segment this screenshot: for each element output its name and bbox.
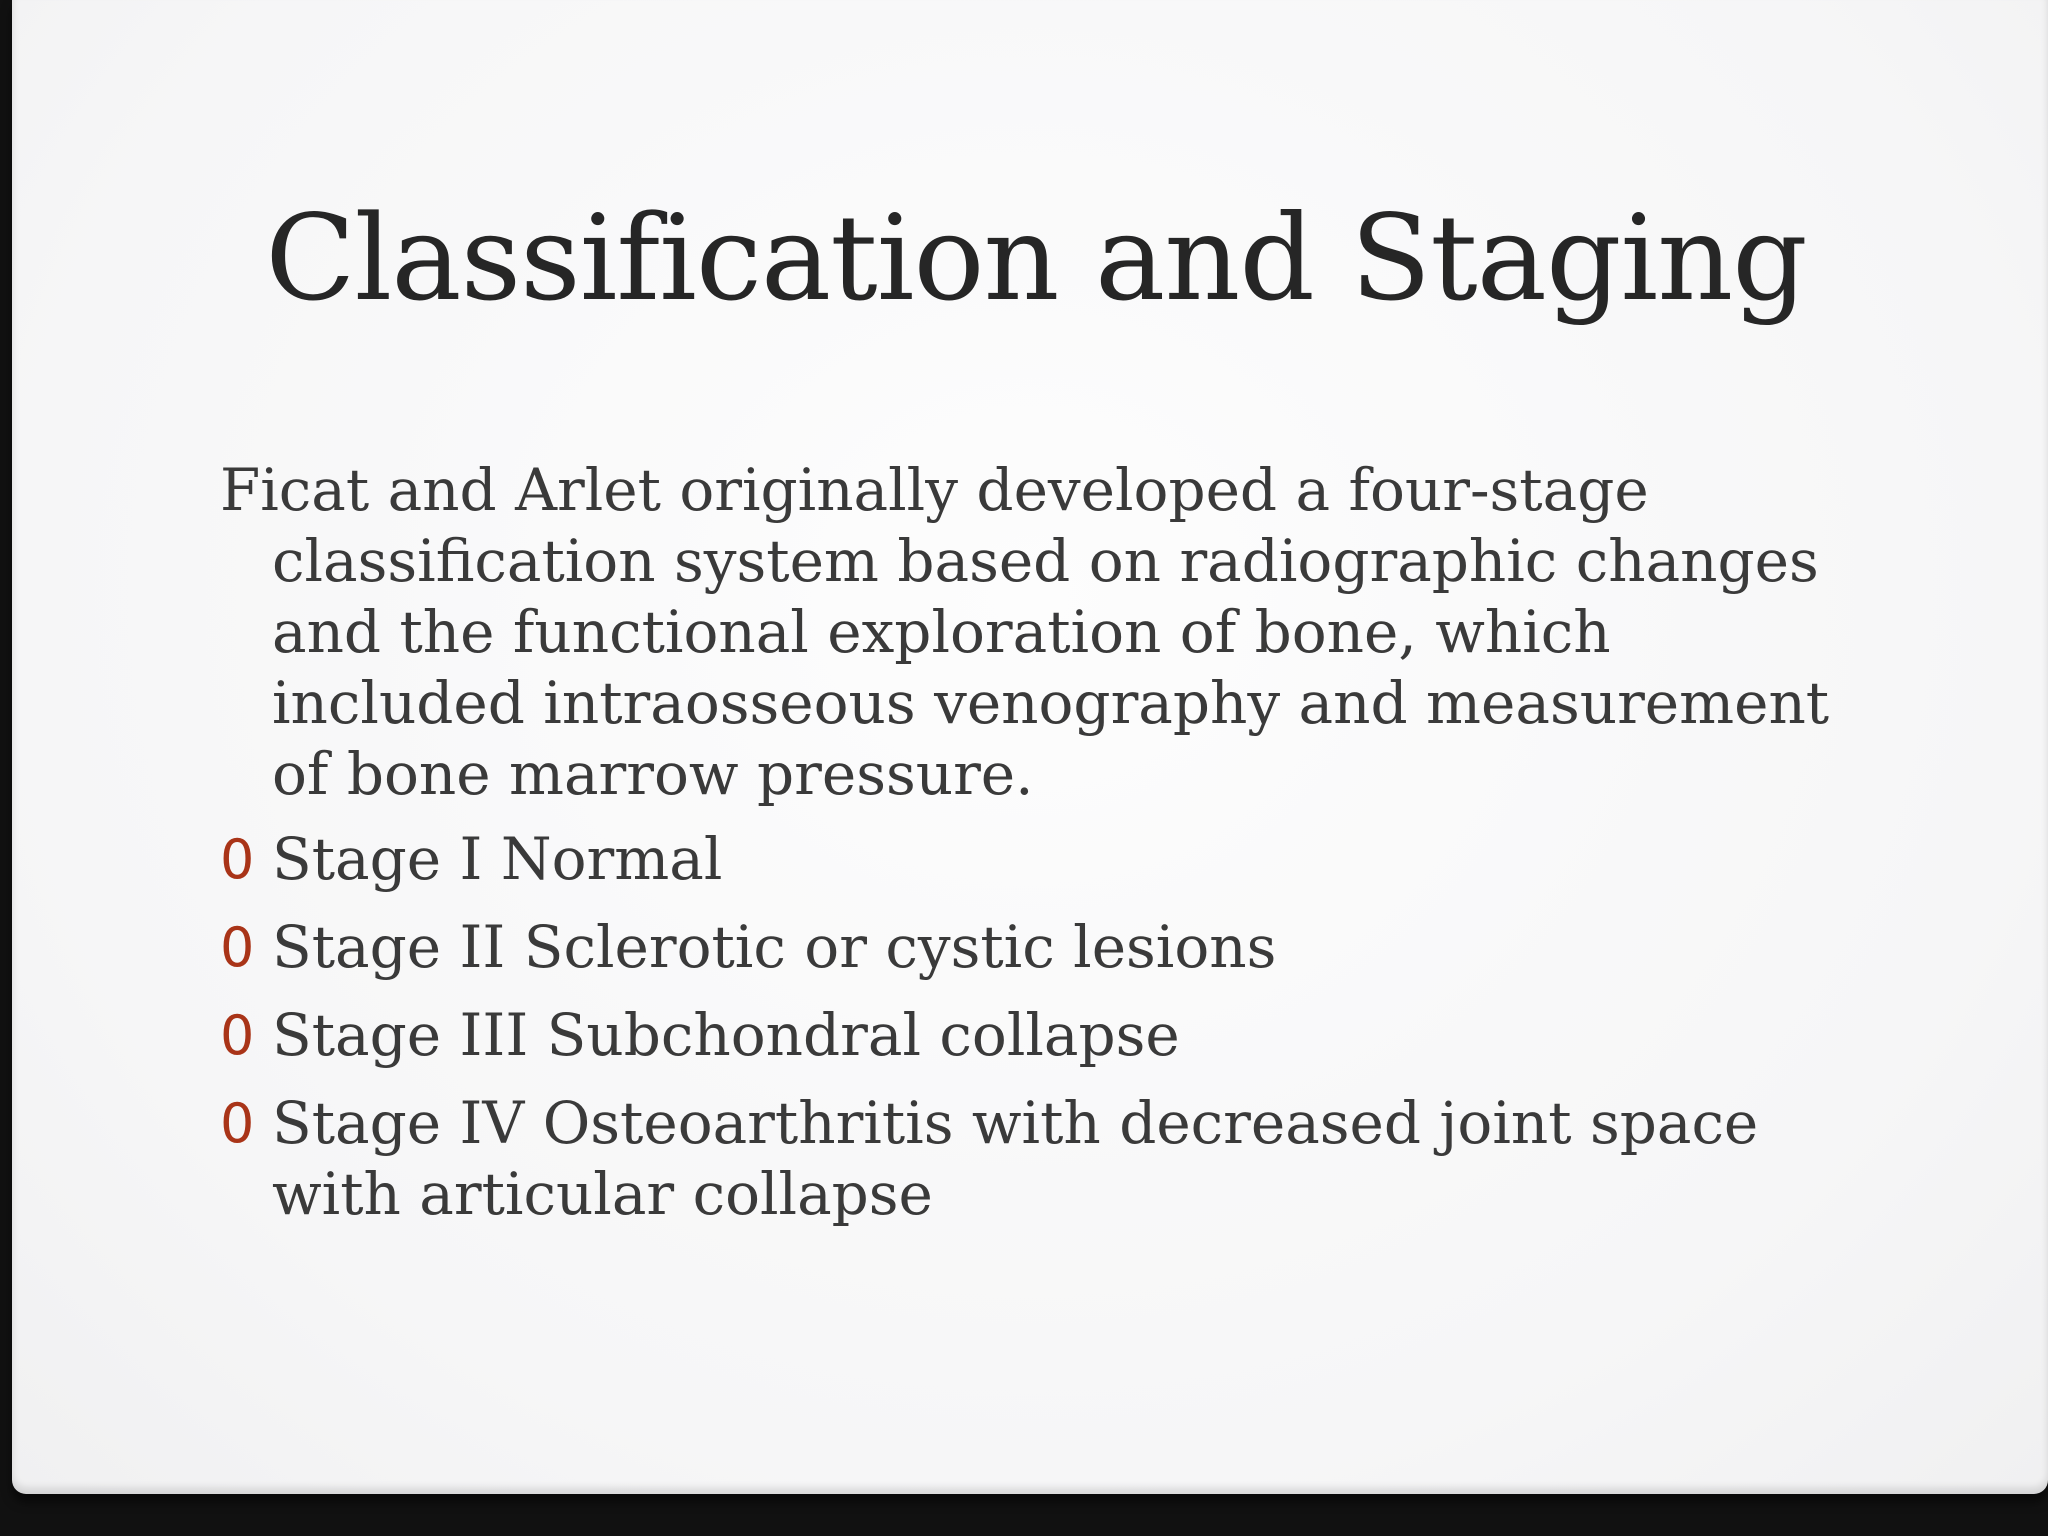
list-item [220, 1000, 1860, 1071]
bullet-icon: 0 [220, 1004, 255, 1067]
stage-list [220, 824, 1860, 1230]
bullet-icon: 0 [220, 1092, 255, 1155]
slide [12, 0, 2048, 1494]
intro-paragraph: Ficat and Arlet originally developed a four-stage classification system based on radiographic changes and the functional exploration of bone, which included intraosseous venography and measurement of bone marrow pressure. [220, 456, 1830, 808]
list-item [220, 824, 1860, 895]
stage-2-text: Stage II Sclerotic or cystic lesions [272, 913, 1277, 981]
stage-1-text: Stage I Normal [272, 825, 723, 893]
list-item [220, 1088, 1860, 1230]
stage-3-text: Stage III Subchondral collapse [272, 1001, 1180, 1069]
bullet-icon: 0 [220, 916, 255, 979]
stage-4-text: Stage IV Osteoarthritis with decreased joint space with articular collapse [272, 1089, 1759, 1228]
slide-title: Classification and Staging [265, 189, 1807, 327]
slide-body [220, 455, 1860, 1247]
bullet-icon: 0 [220, 828, 255, 891]
list-item [220, 912, 1860, 983]
